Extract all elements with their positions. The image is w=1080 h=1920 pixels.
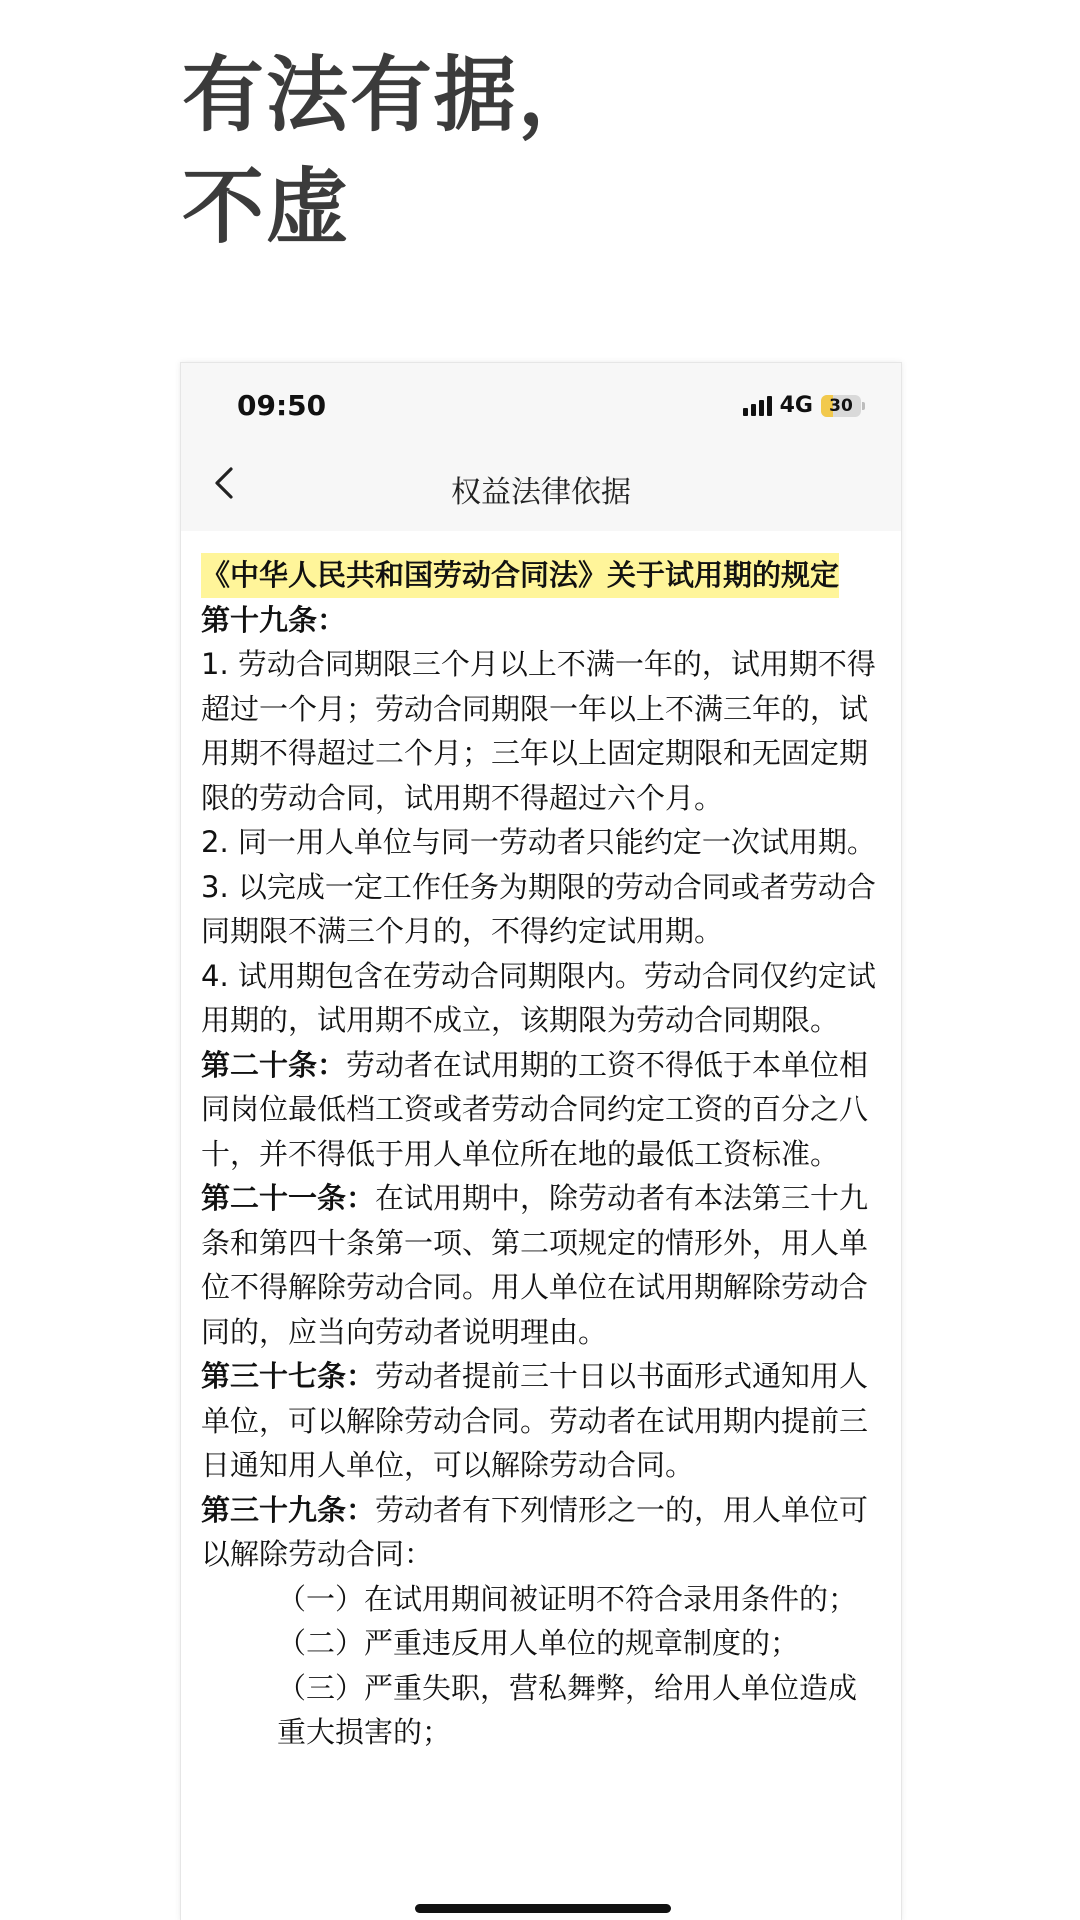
article-20 [201,1043,881,1177]
law-document [201,553,881,1755]
article-19-item-1: 1. 劳动合同期限三个月以上不满一年的，试用期不得超过一个月；劳动合同期限一年以上不满三年的，试用期不得超过二个月；三年以上固定期限和无固定期限的劳动合同，试用期不得超过六个月。 [201,647,876,815]
article-19-item-2: 2. 同一用人单位与同一劳动者只能约定一次试用期。 [201,825,876,859]
home-indicator[interactable] [415,1904,671,1913]
article-37 [201,1354,881,1488]
battery-level: 30 [829,395,853,416]
status-time: 09:50 [237,389,327,422]
status-indicators [743,393,865,418]
article-20-text: 劳动者在试用期的工资不得低于本单位相同岗位最低档工资或者劳动合同约定工资的百分之八十，并不得低于用人单位所在地的最低工资标准。 [201,1047,869,1171]
phone-screenshot [180,362,902,1920]
article-39-clause-1: （一）在试用期间被证明不符合录用条件的； [277,1581,858,1616]
article-39-clause-2: （二）严重违反用人单位的规章制度的； [277,1626,800,1660]
article-20-heading: 第二十条： [201,1047,347,1082]
headline [182,40,602,264]
article-39 [201,1488,881,1577]
article-39-text: 劳动者有下列情形之一的，用人单位可以解除劳动合同： [201,1492,869,1571]
article-39-heading: 第三十九条： [201,1492,376,1527]
article-21-heading: 第二十一条： [201,1181,376,1215]
network-label: 4G [779,393,813,418]
headline-line-2: 不虚 [182,160,351,255]
headline-line-1: 有法有据， [182,48,603,143]
article-37-heading: 第三十七条： [201,1359,376,1393]
top-bar [181,363,901,531]
article-21 [201,1176,881,1354]
article-21-text: 在试用期中，除劳动者有本法第三十九条和第四十条第一项、第二项规定的情形外，用人单位不得解除劳动合同。用人单位在试用期解除劳动合同的，应当向劳动者说明理由。 [201,1181,869,1349]
article-37-text: 劳动者提前三十日以书面形式通知用人单位，可以解除劳动合同。劳动者在试用期内提前三日通知用人单位，可以解除劳动合同。 [201,1359,869,1482]
document-title: 《中华人民共和国劳动合同法》关于试用期的规定 [201,553,839,598]
article-19-heading: 第十九条： [201,602,347,637]
signal-bars-icon [743,396,772,416]
nav-title: 权益法律依据 [451,475,631,510]
article-19-item-4: 4. 试用期包含在劳动合同期限内。劳动合同仅约定试用期的，试用期不成立，该期限为劳动合同期限。 [201,958,876,1037]
article-19-item-3: 3. 以完成一定工作任务为期限的劳动合同或者劳动合同期限不满三个月的，不得约定试用期。 [201,869,876,948]
article-39-clause-3: （三）严重失职，营私舞弊，给用人单位造成重大损害的； [277,1670,858,1749]
battery-icon [821,395,865,417]
